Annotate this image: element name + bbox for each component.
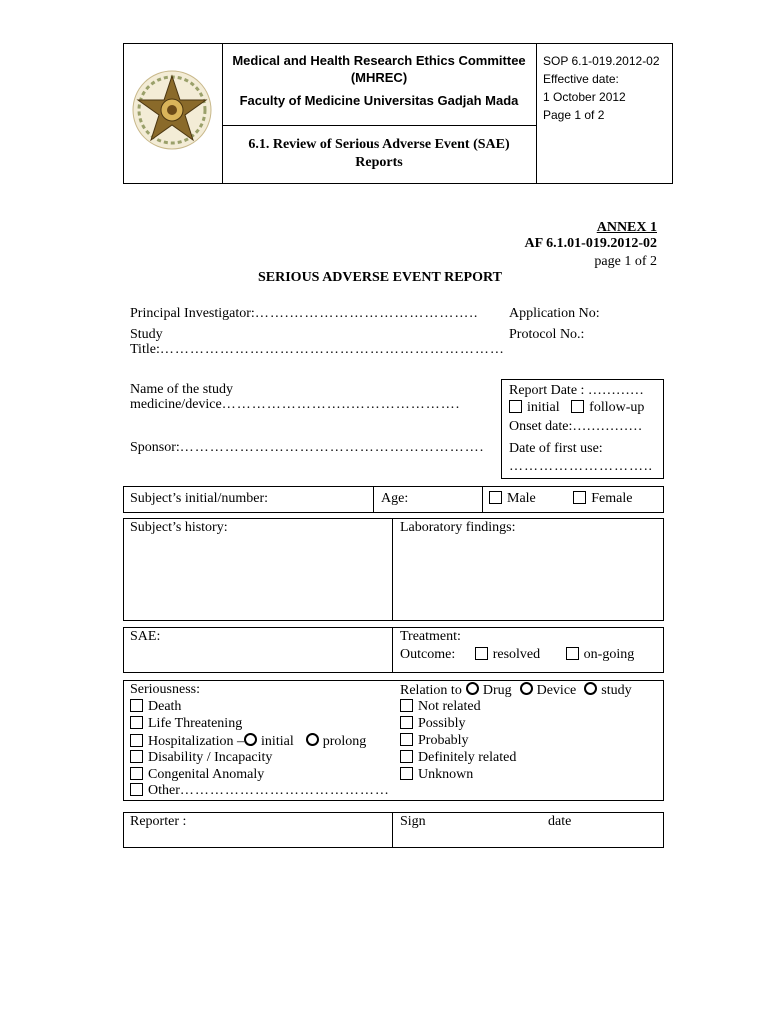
hospitalization-label: Hospitalization –	[148, 734, 245, 749]
sponsor-label: Sponsor:	[130, 440, 180, 455]
ugm-seal-logo	[130, 68, 214, 152]
pi-field	[130, 306, 478, 322]
medicine-label-2: medicine/device	[130, 397, 222, 412]
unknown-label: Unknown	[418, 767, 474, 782]
effective-date: 1 October 2012	[543, 90, 626, 104]
seriousness-item	[130, 750, 272, 766]
sae-field[interactable]: SAE:	[130, 629, 161, 644]
follow-up-label: follow-up	[589, 400, 645, 415]
seriousness-item	[130, 767, 264, 783]
subject-initial-number[interactable]: Subject’s initial/number:	[130, 491, 269, 506]
annex-title: ANNEX 1	[596, 220, 657, 235]
sop-number: SOP 6.1-019.2012-02	[543, 54, 660, 68]
faculty-name: Faculty of Medicine Universitas Gadjah Mada	[239, 93, 519, 108]
device-radio[interactable]	[520, 682, 533, 695]
relation-item	[400, 716, 465, 732]
male-label: Male	[507, 491, 536, 506]
treatment-field[interactable]: Treatment:	[400, 629, 461, 644]
application-no[interactable]: Application No:	[509, 306, 600, 321]
initial-label: initial	[527, 400, 560, 415]
pi-dots[interactable]: …….………………………………..	[254, 306, 479, 321]
page-number: Page 1 of 2	[543, 108, 605, 122]
annex-page: page 1 of 2	[594, 254, 657, 269]
seriousness-item	[130, 699, 181, 715]
follow-up-checkbox[interactable]	[571, 400, 584, 413]
outcome-label: Outcome:	[400, 647, 456, 662]
possibly-label: Possibly	[418, 716, 466, 731]
unknown-checkbox[interactable]	[400, 767, 413, 780]
other-dots[interactable]: ……………………………………	[179, 783, 390, 798]
drug-label: Drug	[482, 683, 512, 698]
committee-abbrev: (MHREC)	[350, 70, 408, 85]
annex-code: AF 6.1.01-019.2012-02	[524, 236, 657, 251]
drug-radio[interactable]	[466, 682, 479, 695]
death-label: Death	[148, 699, 182, 714]
congenital-anomaly-checkbox[interactable]	[130, 767, 143, 780]
hosp-initial-label: initial	[261, 734, 294, 749]
life-threatening-checkbox[interactable]	[130, 716, 143, 729]
female-checkbox[interactable]	[573, 491, 586, 504]
effective-date-label: Effective date:	[543, 72, 619, 86]
seriousness-label: Seriousness:	[130, 682, 200, 697]
sign-field[interactable]: Sign	[400, 814, 426, 829]
medicine-label: Name of the study	[130, 382, 234, 397]
title-dots[interactable]: ……………………………………………………………	[159, 342, 505, 357]
resolved-label: resolved	[492, 647, 541, 662]
sponsor-dots[interactable]: …………………………………………………….	[179, 440, 485, 455]
probably-checkbox[interactable]	[400, 733, 413, 746]
not-related-checkbox[interactable]	[400, 699, 413, 712]
device-label: Device	[536, 683, 577, 698]
medicine-field	[130, 397, 460, 413]
report-title: SERIOUS ADVERSE EVENT REPORT	[258, 270, 502, 285]
hosp-prolong-label: prolong	[322, 734, 367, 749]
disability-label: Disability / Incapacity	[148, 750, 273, 765]
on-going-checkbox[interactable]	[566, 647, 579, 660]
subject-history[interactable]: Subject’s history:	[130, 520, 228, 535]
congenital-anomaly-label: Congenital Anomaly	[148, 767, 265, 782]
committee-name: Medical and Health Research Ethics Committee	[232, 53, 526, 68]
report-type-options	[509, 400, 644, 416]
not-related-label: Not related	[418, 699, 481, 714]
section-title-cont: Reports	[355, 155, 403, 170]
first-use-dots[interactable]: ………………………..	[509, 459, 653, 474]
reporter-row	[123, 812, 664, 848]
onset-date[interactable]: Onset date:……………	[509, 419, 643, 434]
other-label: Other	[148, 783, 180, 798]
hosp-prolong-radio[interactable]	[306, 733, 319, 746]
relation-item	[400, 699, 481, 715]
outcome-row	[400, 647, 634, 663]
study-title-field	[130, 342, 505, 358]
date-field[interactable]: date	[548, 814, 572, 829]
death-checkbox[interactable]	[130, 699, 143, 712]
hospitalization-checkbox[interactable]	[130, 734, 143, 747]
study-label: Study	[130, 327, 163, 342]
relation-item	[400, 767, 473, 783]
section-title: 6.1. Review of Serious Adverse Event (SAE)	[248, 137, 510, 152]
relation-item	[400, 733, 469, 749]
laboratory-findings[interactable]: Laboratory findings:	[400, 520, 516, 535]
on-going-label: on-going	[583, 647, 635, 662]
sponsor-field	[130, 440, 484, 456]
definitely-related-checkbox[interactable]	[400, 750, 413, 763]
seriousness-item	[130, 716, 242, 732]
study-radio[interactable]	[584, 682, 597, 695]
age-field[interactable]: Age:	[381, 491, 409, 506]
study-label: study	[601, 683, 632, 698]
relation-item	[400, 750, 516, 766]
female-label: Female	[591, 491, 633, 506]
definitely-related-label: Definitely related	[418, 750, 517, 765]
initial-checkbox[interactable]	[509, 400, 522, 413]
protocol-no[interactable]: Protocol No.:	[509, 327, 585, 342]
reporter-field[interactable]: Reporter :	[130, 814, 187, 829]
seriousness-item	[130, 783, 390, 799]
male-checkbox[interactable]	[489, 491, 502, 504]
title-label: Title:	[130, 342, 160, 357]
first-use-label: Date of first use:	[509, 441, 603, 456]
gender-options	[489, 491, 632, 507]
medicine-dots[interactable]: ……………………..………………….	[221, 397, 461, 412]
life-threatening-label: Life Threatening	[148, 716, 243, 731]
resolved-checkbox[interactable]	[475, 647, 488, 660]
hosp-initial-radio[interactable]	[244, 733, 257, 746]
probably-label: Probably	[418, 733, 469, 748]
possibly-checkbox[interactable]	[400, 716, 413, 729]
report-date[interactable]: Report Date : …………	[509, 383, 644, 398]
relation-label: Relation to	[400, 683, 462, 698]
relation-row	[400, 682, 632, 699]
pi-label: Principal Investigator:	[130, 306, 255, 321]
disability-checkbox[interactable]	[130, 750, 143, 763]
seriousness-item	[130, 733, 366, 750]
other-checkbox[interactable]	[130, 783, 143, 796]
